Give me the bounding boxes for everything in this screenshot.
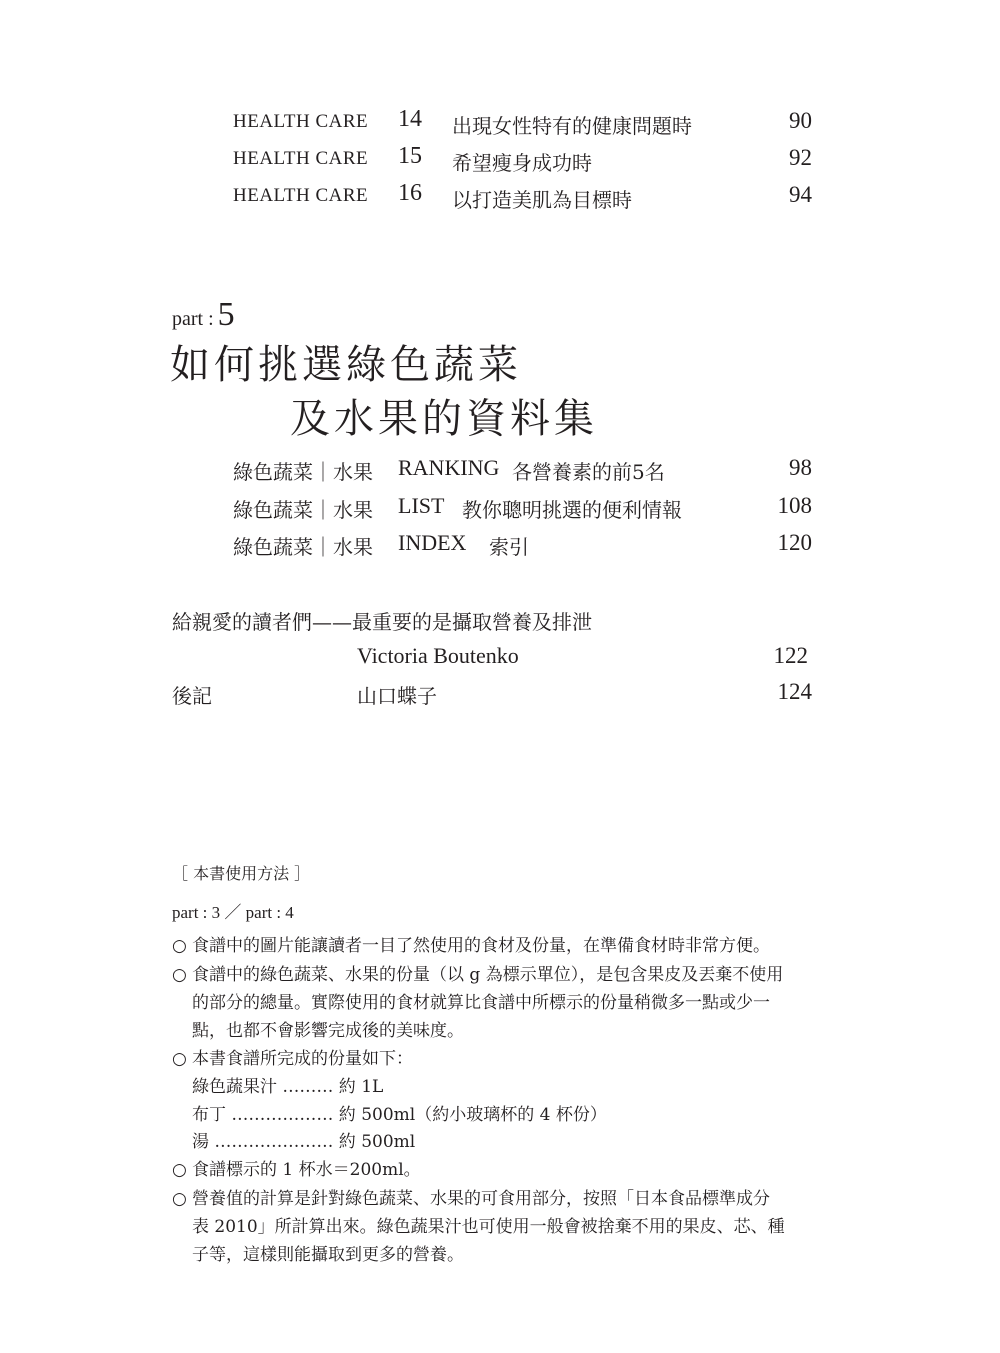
health-care-number: 16 — [398, 180, 422, 206]
bullet-circle-icon: ○ — [172, 1189, 187, 1209]
howto-bullet — [172, 960, 783, 985]
health-care-title: 以打造美肌為目標時 — [452, 188, 632, 212]
howto-subtitle: part : 3 ／ part : 4 — [172, 903, 294, 922]
bullet-text: 食譜標示的 1 杯水＝200ml。 — [192, 1160, 421, 1180]
page-number: 108 — [777, 493, 812, 518]
health-care-label: HEALTH CARE — [233, 185, 369, 206]
bullet-continuation: 表 2010」所計算出來。綠色蔬果汁也可使用一般會被捨棄不用的果皮、芯、種 — [192, 1217, 785, 1237]
row-tag: LIST — [398, 493, 445, 518]
bullet-continuation: 子等，這樣則能攝取到更多的營養。 — [192, 1245, 464, 1265]
row-category: 綠色蔬菜｜水果 — [233, 535, 373, 559]
letter-title: 給親愛的讀者們——最重要的是攝取營養及排泄 — [172, 610, 592, 634]
page-number: 92 — [789, 145, 812, 170]
row-tag: RANKING — [398, 455, 500, 480]
health-care-title: 希望瘦身成功時 — [452, 151, 592, 175]
page-number: 90 — [789, 108, 812, 133]
part-number: 5 — [217, 296, 235, 333]
page-number: 98 — [789, 455, 812, 480]
bullet-circle-icon: ○ — [172, 936, 187, 956]
bullet-circle-icon: ○ — [172, 1049, 187, 1069]
howto-bullet — [172, 1155, 421, 1180]
part-title-line-1: 如何挑選綠色蔬菜 — [170, 342, 522, 388]
health-care-label: HEALTH CARE — [233, 111, 369, 132]
bullet-text: 本書食譜所完成的份量如下： — [192, 1049, 413, 1069]
volume-line: 綠色蔬果汁 ……… 約 1L — [192, 1077, 384, 1097]
bullet-continuation: 的部分的總量。實際使用的食材就算比食譜中所標示的份量稍微多一點或少一 — [192, 993, 770, 1013]
row-category: 綠色蔬菜｜水果 — [233, 498, 373, 522]
part-title-line-2: 及水果的資料集 — [290, 396, 598, 442]
volume-line: 湯 ………………… 約 500ml — [192, 1132, 416, 1152]
afterword-author: 山口蝶子 — [357, 684, 437, 708]
row-description: 各營養素的前5名 — [512, 460, 665, 484]
page-number: 120 — [777, 530, 812, 555]
row-description: 教你聰明挑選的便利情報 — [462, 498, 682, 522]
part-label-text: part : — [172, 308, 214, 330]
bullet-text: 食譜中的圖片能讓讀者一目了然使用的食材及份量，在準備食材時非常方便。 — [192, 936, 770, 956]
health-care-label: HEALTH CARE — [233, 148, 369, 169]
letter-author: Victoria Boutenko — [357, 643, 519, 668]
bullet-text: 營養值的計算是針對綠色蔬菜、水果的可食用部分，按照「日本食品標準成分 — [192, 1189, 770, 1209]
row-tag: INDEX — [398, 530, 467, 555]
part-label — [172, 296, 235, 334]
howto-bullet — [172, 1184, 770, 1209]
row-description: 索引 — [489, 535, 529, 559]
row-category: 綠色蔬菜｜水果 — [233, 460, 373, 484]
health-care-number: 14 — [398, 106, 422, 132]
howto-title: ［ 本書使用方法 ］ — [172, 864, 311, 883]
page-number: 122 — [773, 643, 808, 668]
bullet-circle-icon: ○ — [172, 1160, 187, 1180]
page-number: 124 — [777, 679, 812, 704]
bullet-text: 食譜中的綠色蔬菜、水果的份量（以 g 為標示單位），是包含果皮及丟棄不使用 — [192, 965, 784, 985]
howto-bullet — [172, 1044, 413, 1069]
afterword-label: 後記 — [172, 684, 212, 708]
health-care-title: 出現女性特有的健康問題時 — [452, 114, 692, 138]
page-number: 94 — [789, 182, 812, 207]
howto-bullet — [172, 931, 770, 956]
volume-line: 布丁 ……………… 約 500ml（約小玻璃杯的 4 杯份） — [192, 1105, 607, 1125]
health-care-number: 15 — [398, 143, 422, 169]
bullet-continuation: 點，也都不會影響完成後的美味度。 — [192, 1021, 464, 1041]
bullet-circle-icon: ○ — [172, 965, 187, 985]
